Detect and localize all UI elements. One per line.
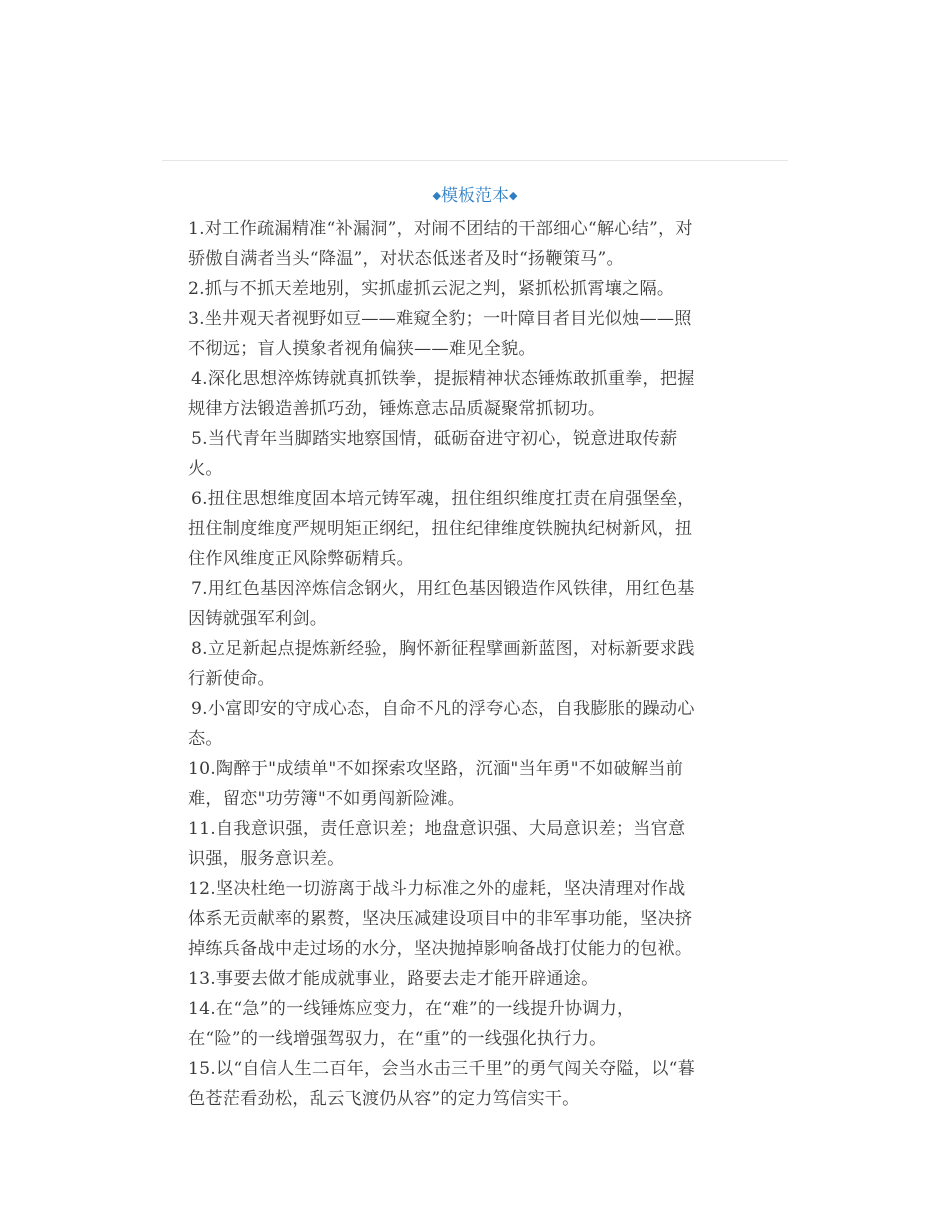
list-item-line: 3.坐井观天者视野如豆——难窥全豹；一叶障目者目光似烛——照 <box>188 309 692 329</box>
list-item-line: 扭住制度维度严规明矩正纲纪，扭住纪律维度铁腕执纪树新风，扭 <box>188 519 693 539</box>
list-item <box>188 424 768 484</box>
list-item-line: 11.自我意识强，责任意识差；地盘意识强、大局意识差；当官意 <box>188 819 686 839</box>
top-divider <box>162 160 788 161</box>
list-item-line: 在“险”的一线增强驾驭力，在“重”的一线强化执行力。 <box>188 1029 607 1049</box>
list-item-line: 态。 <box>188 729 223 749</box>
list-item-line: 9.小富即安的守成心态，自命不凡的浮夸心态，自我膨胀的躁动心 <box>191 699 695 719</box>
list-item <box>188 964 768 994</box>
list-item-line: 掉练兵备战中走过场的水分，坚决抛掉影响备战打仗能力的包袱。 <box>188 939 693 959</box>
list-item-line: 1.对工作疏漏精准“补漏洞”，对闹不团结的干部细心“解心结”，对 <box>188 219 693 239</box>
list-item <box>188 214 768 274</box>
list-item-line: 识强，服务意识差。 <box>188 849 345 869</box>
list-item-line: 10.陶醉于"成绩单"不如探索攻坚路，沉湎"当年勇"不如破解当前 <box>188 759 684 779</box>
list-item-line: 6.扭住思想维度固本培元铸军魂，扭住组织维度扛责在肩强堡垒， <box>191 489 695 509</box>
list-item <box>188 364 768 424</box>
list-item-line: 住作风维度正风除弊砺精兵。 <box>188 549 415 569</box>
list-item <box>188 994 768 1054</box>
page-title-text: 模板范本 <box>441 186 509 206</box>
diamond-right-icon: ◆ <box>509 189 518 202</box>
list-item-line: 体系无贡献率的累赘，坚决压减建设项目中的非军事功能，坚决挤 <box>188 909 693 929</box>
template-list <box>188 214 768 1114</box>
list-item-line: 8.立足新起点提炼新经验，胸怀新征程擘画新蓝图，对标新要求践 <box>191 639 695 659</box>
list-item-line: 5.当代青年当脚踏实地察国情，砥砺奋进守初心，锐意进取传薪 <box>191 429 678 449</box>
list-item-line: 15.以“自信人生二百年，会当水击三千里”的勇气闯关夺隘，以“暮 <box>188 1059 695 1079</box>
list-item <box>188 814 768 874</box>
list-item <box>188 274 768 304</box>
list-item <box>188 304 768 364</box>
list-item-line: 难，留恋"功劳簿"不如勇闯新险滩。 <box>188 789 466 809</box>
list-item-line: 2.抓与不抓天差地别，实抓虚抓云泥之判，紧抓松抓霄壤之隔。 <box>188 279 675 299</box>
list-item-line: 14.在“急”的一线锤炼应变力，在“难”的一线提升协调力， <box>188 999 635 1019</box>
page-title <box>188 185 762 207</box>
diamond-left-icon: ◆ <box>432 189 441 202</box>
list-item-line: 骄傲自满者当头“降温”，对状态低迷者及时“扬鞭策马”。 <box>188 249 624 269</box>
list-item <box>188 874 768 964</box>
list-item <box>188 754 768 814</box>
list-item-line: 7.用红色基因淬炼信念钢火，用红色基因锻造作风铁律，用红色基 <box>191 579 695 599</box>
list-item-line: 色苍茫看劲松，乱云飞渡仍从容”的定力笃信实干。 <box>188 1089 580 1109</box>
list-item-line: 规律方法锻造善抓巧劲，锤炼意志品质凝聚常抓韧功。 <box>188 399 606 419</box>
list-item <box>188 1054 768 1114</box>
list-item-line: 4.深化思想淬炼铸就真抓铁拳，提振精神状态锤炼敢抓重拳，把握 <box>191 369 695 389</box>
list-item <box>188 484 768 574</box>
list-item-line: 12.坚决杜绝一切游离于战斗力标准之外的虚耗，坚决清理对作战 <box>188 879 686 899</box>
list-item <box>188 694 768 754</box>
list-item-line: 不彻远；盲人摸象者视角偏狭——难见全貌。 <box>188 339 536 359</box>
list-item <box>188 574 768 634</box>
list-item-line: 13.事要去做才能成就事业，路要去走才能开辟通途。 <box>188 969 599 989</box>
list-item <box>188 634 768 694</box>
list-item-line: 火。 <box>188 459 223 479</box>
list-item-line: 因铸就强军利剑。 <box>188 609 328 629</box>
list-item-line: 行新使命。 <box>188 669 275 689</box>
